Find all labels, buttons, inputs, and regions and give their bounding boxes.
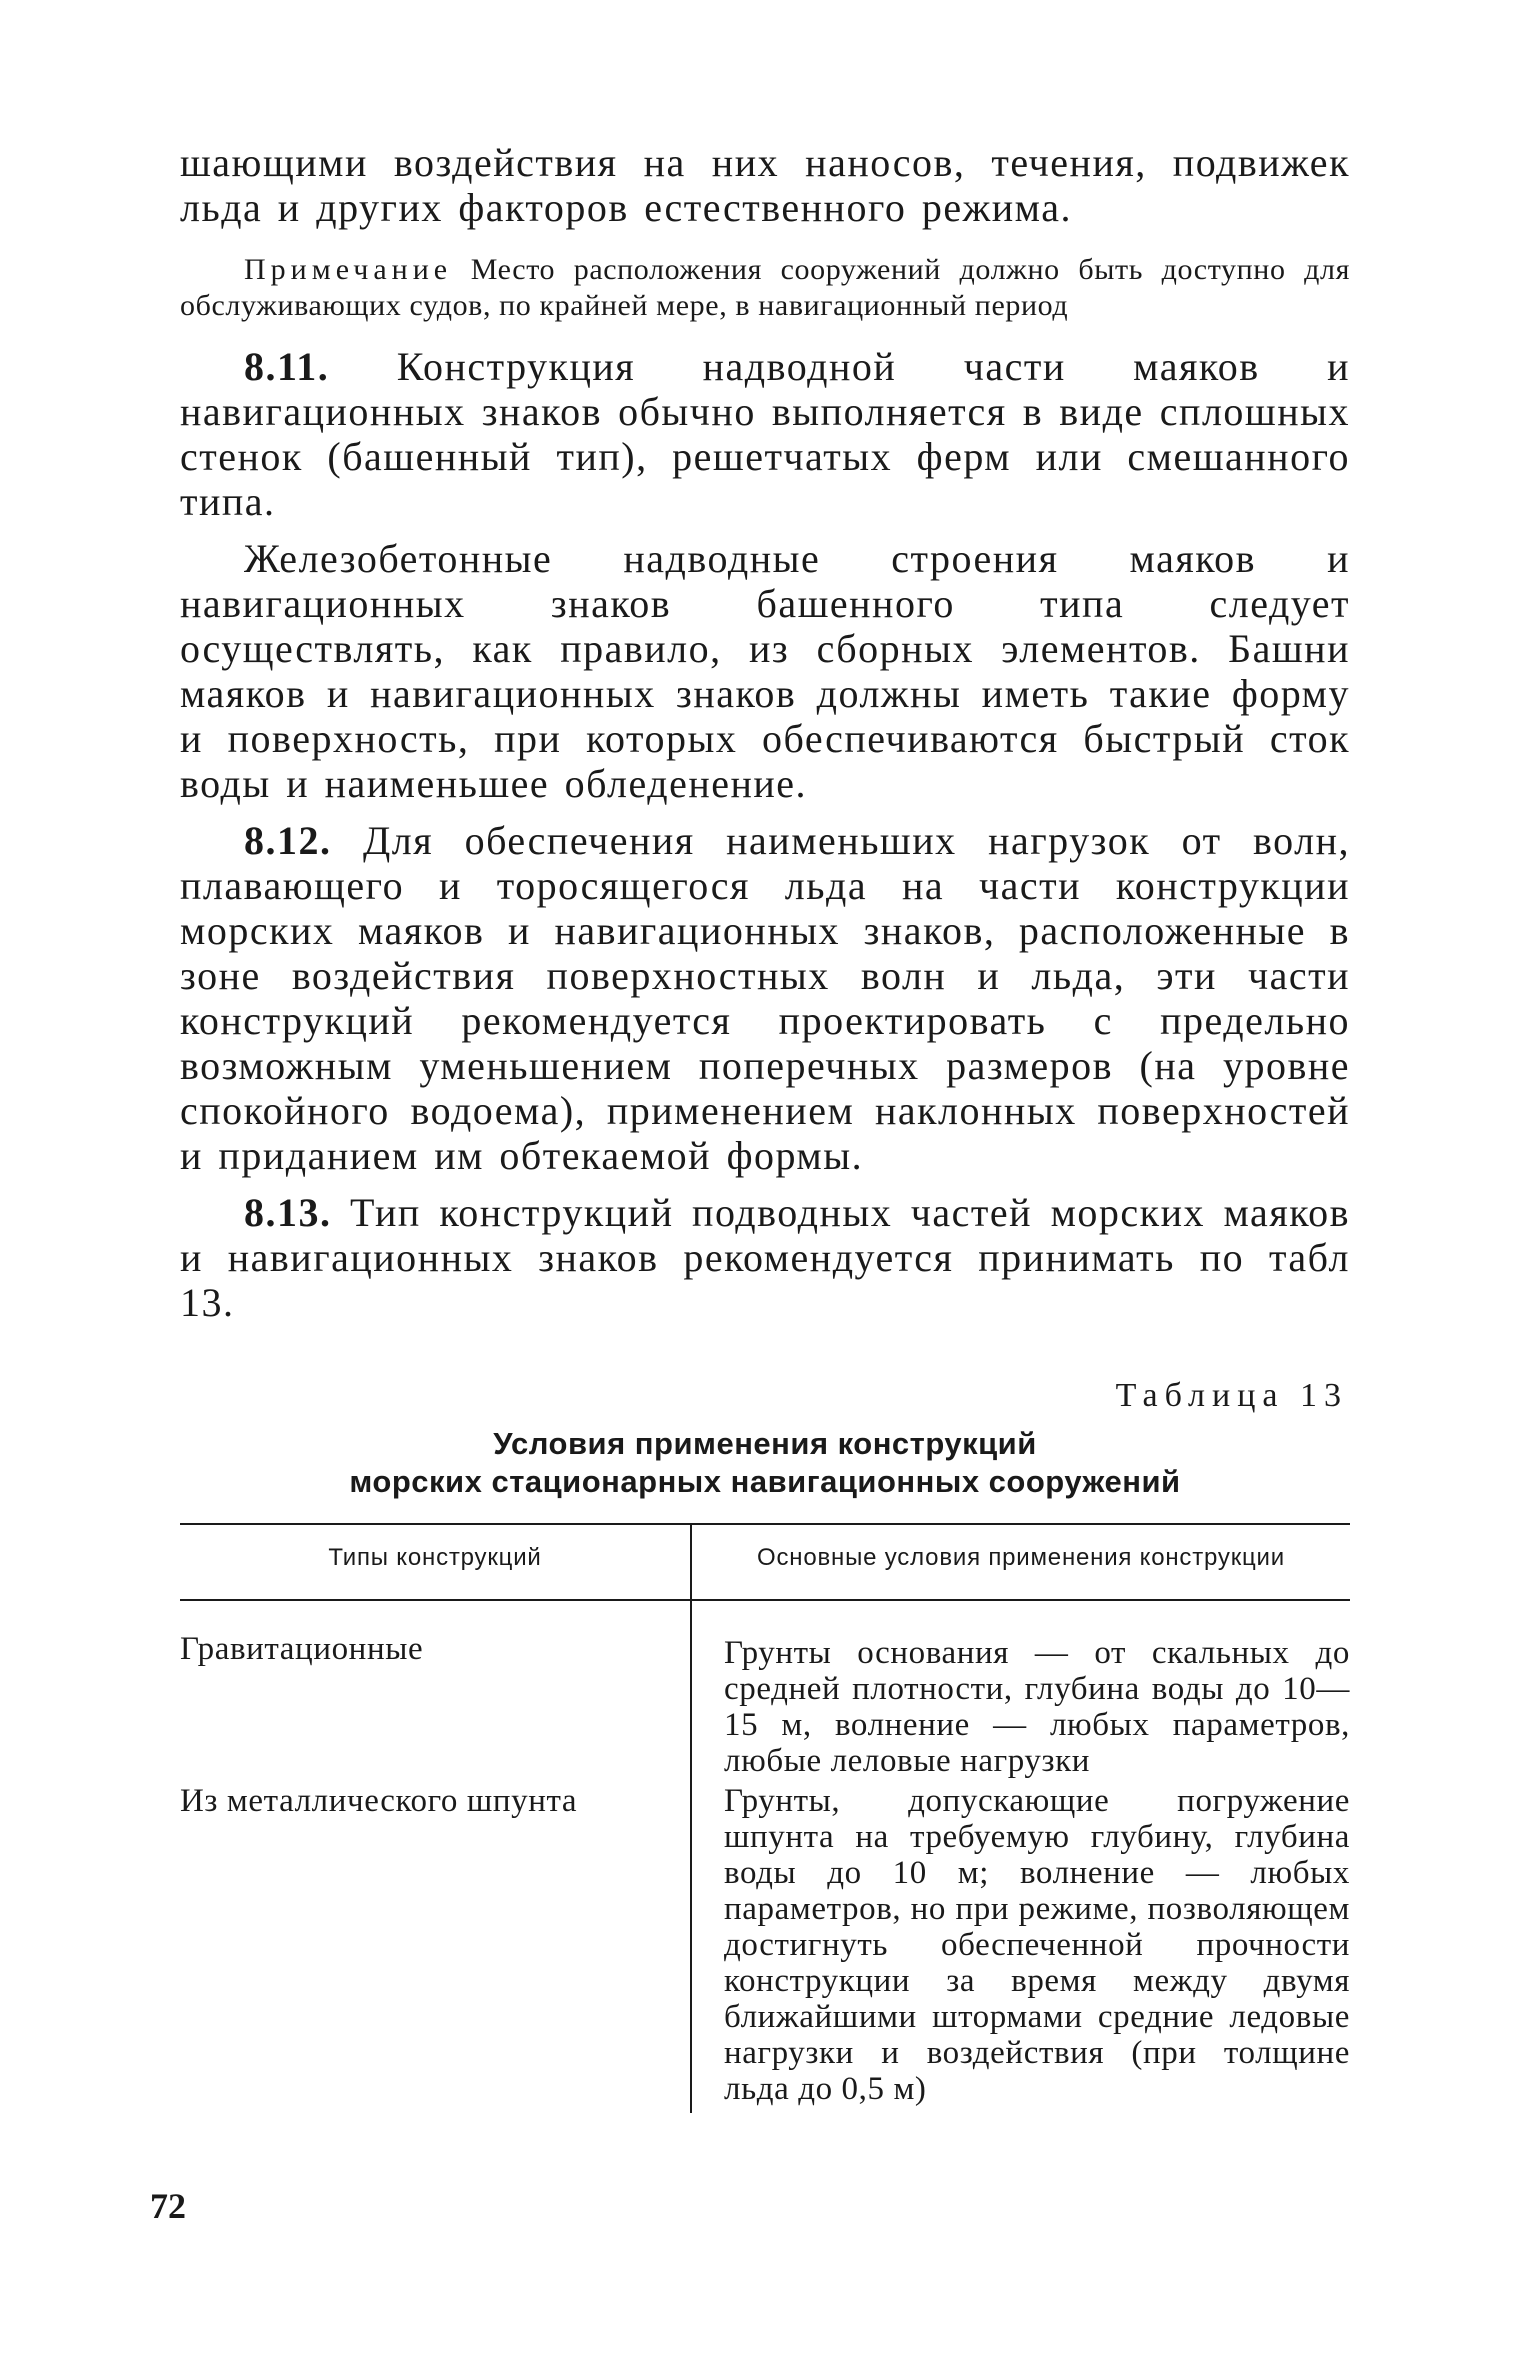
table-header-row bbox=[180, 1524, 1350, 1600]
table-title-line-2: морских стационарных навигационных сооружений bbox=[349, 1464, 1181, 1499]
header-construction-types: Типы конструкций bbox=[180, 1524, 691, 1600]
section-8-13 bbox=[180, 1190, 1350, 1325]
section-8-11 bbox=[180, 344, 1350, 524]
table-title-line-1: Условия применения конструкций bbox=[493, 1426, 1037, 1461]
conditions-cell: Грунты основания — от скальных до средней плотности, глубина воды до 10—15 м, волнение — любых параметров, любые леловые нагрузки bbox=[724, 1635, 1350, 1779]
section-8-12-text: Для обеспечения наименьших нагрузок от волн, плавающего и торосящегося льда на части конструкции морских маяков и навигационных знаков, расположенные в зоне воздействия поверхностных волн и льда, эти части конструкций рекомендуется проектировать с предельно возможным уменьшением поперечных размеров (на уровне спокойного водоема), применением наклонных поверхностей и приданием им обтекаемой формы. bbox=[180, 818, 1351, 1178]
note-text: Место расположения сооружений должно быть доступно для обслуживающих судов, по крайней мере, в навигационный период bbox=[180, 253, 1350, 322]
section-8-12 bbox=[180, 818, 1350, 1178]
conditions-cell: Грунты, допускающие погружение шпунта на требуемую глубину, глубина воды до 10 м; волнение — любых параметров, но при режиме, позволяющем достигнуть обеспеченной прочности конструкции за время между двумя ближайшими штормами средние ледовые нагрузки и воздействия (при толщине льда до 0,5 м) bbox=[724, 1783, 1350, 2107]
page-number: 72 bbox=[150, 2186, 186, 2226]
section-8-11-text: Конструкция надводной части маяков и навигационных знаков обычно выполняется в виде сплошных стенок (башенный тип), решетчатых ферм или смешанного типа. bbox=[180, 344, 1351, 524]
section-8-11-number: 8.11. bbox=[244, 344, 330, 389]
section-8-12-number: 8.12. bbox=[244, 818, 332, 863]
table-row bbox=[180, 1779, 1350, 2113]
table-row bbox=[180, 1600, 1350, 1779]
note-label: Примечание bbox=[244, 253, 453, 286]
continuation-paragraph: шающими воздействия на них наносов, течения, подвижек льда и других факторов естественного режима. bbox=[180, 140, 1350, 230]
table-label: Таблица 13 bbox=[1115, 1377, 1348, 1414]
header-main-conditions: Основные условия применения конструкции bbox=[691, 1524, 1350, 1600]
section-8-13-number: 8.13. bbox=[244, 1190, 332, 1235]
construction-type-cell: Гравитационные bbox=[180, 1600, 691, 1779]
construction-type-cell: Из металлического шпунта bbox=[180, 1779, 691, 2113]
table-title bbox=[180, 1425, 1350, 1501]
section-8-13-text: Тип конструкций подводных частей морских маяков и навигационных знаков рекомендуется принимать по табл 13. bbox=[180, 1190, 1350, 1325]
note bbox=[180, 252, 1350, 324]
section-8-11-paragraph-2: Железобетонные надводные строения маяков и навигационных знаков башенного типа следует осуществлять, как правило, из сборных элементов. Башни маяков и навигационных знаков должны иметь такие форму и поверхность, при которых обеспечиваются быстрый сток воды и наименьшее обледенение. bbox=[180, 536, 1350, 806]
conditions-table bbox=[180, 1523, 1350, 2113]
document-page bbox=[180, 140, 1350, 2113]
